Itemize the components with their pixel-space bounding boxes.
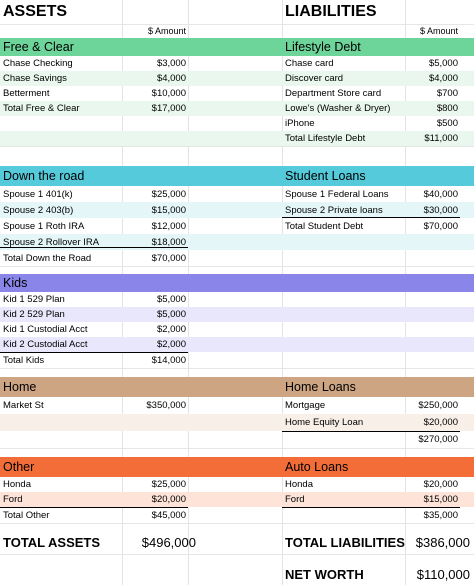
section-header-row bbox=[0, 377, 474, 397]
asset-amount: $25,000 bbox=[151, 479, 186, 490]
title-row bbox=[0, 0, 474, 24]
liability-amount: $40,000 bbox=[423, 188, 458, 200]
liability-total-label bbox=[282, 431, 405, 448]
asset-amount: $15,000 bbox=[151, 204, 186, 216]
table-row bbox=[0, 414, 474, 431]
section-title-kids: Kids bbox=[3, 276, 28, 290]
liability-amount: $20,000 bbox=[423, 417, 458, 428]
section-title-down-the-road: Down the road bbox=[3, 169, 85, 183]
asset-total-label: Total Down the Road bbox=[3, 252, 92, 264]
liability-label: iPhone bbox=[285, 118, 315, 129]
liability-amount: $20,000 bbox=[423, 479, 458, 490]
asset-label: Kid 2 529 Plan bbox=[3, 309, 65, 320]
table-row bbox=[0, 146, 474, 166]
section-title-home-loans: Home Loans bbox=[285, 380, 356, 394]
asset-label: Chase Checking bbox=[3, 58, 73, 69]
table-row bbox=[0, 86, 474, 101]
asset-amount: $10,000 bbox=[151, 88, 186, 99]
asset-label: Kid 2 Custodial Acct bbox=[3, 339, 88, 350]
assets-amount-header: $ Amount bbox=[147, 26, 186, 36]
section-header-row bbox=[0, 274, 474, 292]
net-worth-label: NET WORTH bbox=[285, 566, 364, 582]
asset-label: Spouse 2 Rollover IRA bbox=[3, 236, 100, 248]
net-worth-amount: $110,000 bbox=[416, 566, 470, 582]
asset-amount: $350,000 bbox=[146, 400, 186, 411]
table-row bbox=[0, 116, 474, 131]
section-title-home: Home bbox=[3, 380, 37, 394]
liability-label: Home Equity Loan bbox=[285, 417, 364, 428]
table-row bbox=[0, 250, 474, 266]
liability-label: Spouse 2 Private loans bbox=[285, 204, 383, 216]
liability-amount: $30,000 bbox=[423, 204, 458, 216]
asset-label: Chase Savings bbox=[3, 73, 67, 84]
liability-amount: $700 bbox=[436, 88, 458, 99]
net-worth-row bbox=[0, 563, 474, 585]
asset-label: Spouse 2 403(b) bbox=[3, 204, 74, 216]
asset-amount: $2,000 bbox=[156, 324, 186, 335]
liability-label: Spouse 1 Federal Loans bbox=[285, 188, 389, 200]
table-row bbox=[0, 56, 474, 71]
amount-header-row bbox=[0, 24, 474, 38]
asset-label: Market St bbox=[3, 400, 44, 411]
liability-amount: $500 bbox=[436, 118, 458, 129]
section-header-row bbox=[0, 457, 474, 477]
table-row bbox=[0, 337, 474, 352]
grand-total-row bbox=[0, 530, 474, 554]
table-row bbox=[0, 322, 474, 337]
asset-label: Kid 1 Custodial Acct bbox=[3, 324, 88, 335]
total-liabilities-label: TOTAL LIABILITIES bbox=[285, 534, 405, 550]
liability-total-amount: $11,000 bbox=[424, 133, 458, 144]
liability-label: Honda bbox=[285, 479, 313, 490]
asset-label: Ford bbox=[3, 494, 23, 505]
liability-amount: $5,000 bbox=[428, 58, 458, 69]
asset-amount: $2,000 bbox=[156, 339, 186, 350]
asset-label: Betterment bbox=[3, 88, 50, 99]
liability-amount: $15,000 bbox=[423, 494, 458, 505]
liability-label: Mortgage bbox=[285, 400, 326, 411]
total-liabilities-amount: $386,000 bbox=[415, 534, 470, 550]
table-row bbox=[0, 307, 474, 322]
asset-amount: $4,000 bbox=[156, 73, 186, 84]
section-header-row bbox=[0, 166, 474, 186]
liability-amount: $4,000 bbox=[428, 73, 458, 84]
total-assets-label: TOTAL ASSETS bbox=[3, 534, 101, 550]
asset-amount: $20,000 bbox=[151, 494, 186, 505]
table-row bbox=[0, 292, 474, 307]
asset-total-amount: $45,000 bbox=[151, 509, 186, 521]
liabilities-title: LIABILITIES bbox=[285, 3, 377, 20]
section-title-free-clear: Free & Clear bbox=[3, 40, 74, 54]
table-row bbox=[0, 131, 474, 146]
asset-total-label: Total Kids bbox=[3, 354, 45, 366]
asset-amount: $3,000 bbox=[156, 58, 186, 69]
asset-amount: $12,000 bbox=[151, 220, 186, 232]
liability-amount: $250,000 bbox=[418, 400, 458, 411]
table-row bbox=[0, 492, 474, 507]
liabilities-amount-header: $ Amount bbox=[419, 26, 458, 36]
table-row bbox=[0, 352, 474, 368]
asset-total-amount: $70,000 bbox=[151, 252, 186, 264]
liability-total-label bbox=[282, 507, 405, 523]
liability-amount: $800 bbox=[436, 103, 458, 114]
asset-label: Honda bbox=[3, 479, 31, 490]
liability-label: Lowe's (Washer & Dryer) bbox=[285, 103, 391, 114]
total-assets-amount: $496,000 bbox=[141, 534, 196, 550]
section-title-student-loans: Student Loans bbox=[285, 169, 366, 183]
liability-total-label: Total Student Debt bbox=[285, 220, 364, 232]
liability-label: Chase card bbox=[285, 58, 334, 69]
liability-total-label: Total Lifestyle Debt bbox=[285, 133, 366, 144]
section-title-lifestyle-debt: Lifestyle Debt bbox=[285, 40, 361, 54]
asset-label: Kid 1 529 Plan bbox=[3, 294, 65, 305]
table-row bbox=[0, 397, 474, 414]
asset-amount: $5,000 bbox=[156, 294, 186, 305]
asset-label: Spouse 1 Roth IRA bbox=[3, 220, 85, 232]
asset-amount: $18,000 bbox=[151, 236, 186, 248]
table-row bbox=[0, 71, 474, 86]
asset-amount: $5,000 bbox=[156, 309, 186, 320]
liability-total-amount: $35,000 bbox=[423, 509, 458, 521]
assets-title: ASSETS bbox=[3, 3, 68, 20]
asset-total-amount: $17,000 bbox=[151, 103, 186, 114]
asset-total-amount: $14,000 bbox=[151, 354, 186, 366]
section-title-auto-loans: Auto Loans bbox=[285, 460, 349, 474]
section-title-other: Other bbox=[3, 460, 35, 474]
table-row bbox=[0, 186, 474, 202]
table-row bbox=[0, 218, 474, 234]
asset-total-label: Total Other bbox=[3, 509, 50, 521]
asset-label: Spouse 1 401(k) bbox=[3, 188, 73, 200]
asset-amount: $25,000 bbox=[151, 188, 186, 200]
table-row bbox=[0, 507, 474, 523]
table-row bbox=[0, 477, 474, 492]
liability-total-amount: $270,000 bbox=[418, 434, 458, 445]
total-underline bbox=[0, 247, 188, 248]
liability-total-amount: $70,000 bbox=[423, 220, 458, 232]
liability-label: Discover card bbox=[285, 73, 344, 84]
table-row bbox=[0, 202, 474, 218]
table-row bbox=[0, 101, 474, 116]
table-row bbox=[0, 431, 474, 448]
section-header-row bbox=[0, 38, 474, 56]
asset-total-label: Total Free & Clear bbox=[3, 103, 80, 114]
liability-label: Ford bbox=[285, 494, 305, 505]
liability-label: Department Store card bbox=[285, 88, 382, 99]
